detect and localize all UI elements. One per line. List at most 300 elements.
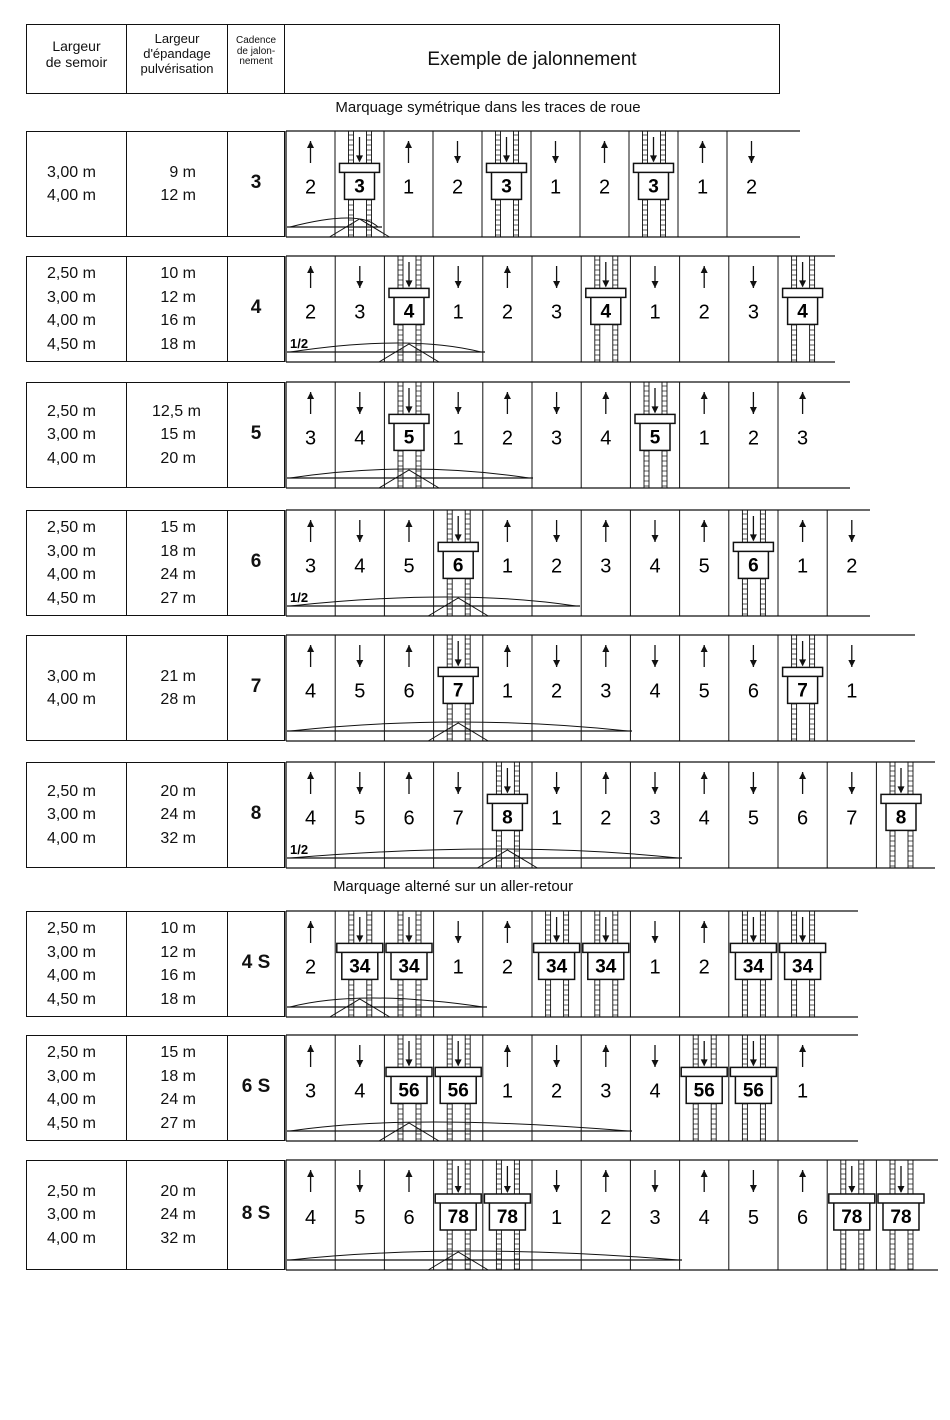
spread-widths xyxy=(152,780,196,851)
arrow-head xyxy=(848,1186,855,1193)
tractor-cab xyxy=(389,288,429,297)
lane-number: 2 xyxy=(698,301,710,324)
seeder-width-value: 2,50 m xyxy=(47,782,96,800)
spread-width-value: 32 m xyxy=(160,829,196,847)
seeder-width-value: 2,50 m xyxy=(47,1182,96,1200)
lane-number: 2 xyxy=(600,1207,612,1229)
lane-number: 3 xyxy=(305,1080,317,1103)
arrow-head xyxy=(307,772,314,779)
spray-pattern xyxy=(290,597,576,606)
lane-number: 1 xyxy=(452,956,464,979)
lane-number: 2 xyxy=(745,176,758,199)
arrow-head xyxy=(701,520,708,527)
arrow-head xyxy=(799,772,806,779)
tractor-cab xyxy=(340,163,380,172)
spread-widths xyxy=(152,516,196,610)
arrow-head xyxy=(750,1059,757,1066)
seeder-width-value: 4,50 m xyxy=(47,589,96,607)
spread-width-value: 12,5 m xyxy=(152,402,201,420)
spray-nozzles xyxy=(379,1123,439,1141)
lane-number: 1 xyxy=(452,301,464,324)
tractor-cab xyxy=(635,414,675,423)
tramline-number: 78 xyxy=(447,1207,469,1228)
tramline-number: 34 xyxy=(595,956,617,978)
spread-width-value: 18 m xyxy=(160,1067,196,1085)
arrow-head xyxy=(307,1045,314,1052)
cadence-value: 3 xyxy=(250,172,262,193)
lane-number: 5 xyxy=(747,1207,759,1229)
seeder-width-value: 3,00 m xyxy=(47,542,96,560)
spread-width-value: 12 m xyxy=(160,288,196,306)
arrow-head xyxy=(602,280,609,287)
lane-number: 1 xyxy=(452,427,464,450)
tramline-number: 4 xyxy=(600,301,612,323)
seeder-width-value: 4,00 m xyxy=(47,312,96,329)
tramline-number: 5 xyxy=(649,427,661,449)
arrow-head xyxy=(406,772,413,779)
tractor-cab xyxy=(583,943,629,952)
seeder-width-value: 3,00 m xyxy=(47,426,96,444)
lane-number: 3 xyxy=(305,555,317,578)
tramline-number: 56 xyxy=(447,1080,469,1102)
lane-number: 4 xyxy=(354,555,366,578)
arrow-head xyxy=(799,935,806,942)
seeder-width-value: 4,00 m xyxy=(47,691,96,708)
lane-number: 5 xyxy=(354,807,366,830)
seeder-width-value: 3,00 m xyxy=(47,163,96,181)
spread-width-value: 32 m xyxy=(160,1229,196,1247)
arrow-head xyxy=(602,935,609,942)
cadence-value: 4 S xyxy=(241,952,271,973)
seeder-width-value: 3,00 m xyxy=(47,667,96,685)
seeder-widths xyxy=(47,1041,96,1135)
lane-number: 6 xyxy=(403,807,415,830)
lane-number: 2 xyxy=(598,176,611,199)
tractor-cab xyxy=(681,1067,727,1076)
seeder-width-value: 4,00 m xyxy=(47,1091,96,1108)
arrow-head xyxy=(750,534,757,541)
arrow-head xyxy=(307,520,314,527)
lane-number: 6 xyxy=(747,680,759,703)
tramline-diagram xyxy=(286,129,804,239)
spray-nozzles xyxy=(428,598,488,616)
arrow-head xyxy=(652,406,659,413)
seeder-width-value: 3,00 m xyxy=(47,1067,96,1085)
tramline-number: 78 xyxy=(890,1207,912,1228)
seeder-widths xyxy=(47,665,96,712)
lane-number: 4 xyxy=(305,680,317,703)
tractor-cab xyxy=(534,943,580,952)
lane-number: 5 xyxy=(698,680,710,703)
lane-number: 3 xyxy=(551,301,563,324)
tractor-cab xyxy=(878,1194,924,1203)
arrow-head xyxy=(553,787,560,794)
arrow-head xyxy=(602,392,609,399)
lane-number: 2 xyxy=(304,176,317,199)
arrow-head xyxy=(503,155,510,162)
arrow-head xyxy=(652,787,659,794)
lane-number: 2 xyxy=(551,1080,563,1103)
arrow-head xyxy=(799,1170,806,1177)
tramline-number: 78 xyxy=(496,1207,518,1228)
spread-widths xyxy=(152,262,196,356)
arrow-head xyxy=(748,156,755,163)
arrow-head xyxy=(504,520,511,527)
arrow-head xyxy=(455,936,462,943)
cadence-value: 8 S xyxy=(241,1203,271,1224)
arrow-head xyxy=(406,935,413,942)
lane-number: 2 xyxy=(451,176,464,199)
spread-widths xyxy=(152,1041,196,1135)
tramline-number: 34 xyxy=(792,956,814,978)
header-example-label: Exemple de jalonnement xyxy=(427,49,637,70)
arrow-head xyxy=(652,1060,659,1067)
spread-widths xyxy=(152,161,196,208)
arrow-head xyxy=(356,1060,363,1067)
tramline-diagram xyxy=(286,508,874,618)
arrow-head xyxy=(799,1045,806,1052)
lane-number: 3 xyxy=(600,555,612,578)
lane-number: 4 xyxy=(354,427,366,450)
tractor-cab xyxy=(730,1067,776,1076)
tramline-number: 56 xyxy=(742,1080,764,1102)
arrow-head xyxy=(406,1170,413,1177)
arrow-head xyxy=(652,281,659,288)
arrow-head xyxy=(553,660,560,667)
arrow-head xyxy=(750,935,757,942)
seeder-width-value: 2,50 m xyxy=(47,920,96,937)
seeder-width-value: 2,50 m xyxy=(47,402,96,420)
spray-pattern xyxy=(290,849,678,858)
cadence-value: 8 xyxy=(250,803,262,824)
lane-number: 1 xyxy=(549,176,562,199)
spread-width-value: 20 m xyxy=(160,782,196,800)
arrow-head xyxy=(553,535,560,542)
tramline-number: 6 xyxy=(748,555,759,577)
lane-number: 3 xyxy=(354,301,366,324)
arrow-head xyxy=(455,1059,462,1066)
arrow-head xyxy=(898,1186,905,1193)
arrow-head xyxy=(455,407,462,414)
lane-number: 2 xyxy=(501,427,513,450)
tramline-number: 4 xyxy=(797,301,808,323)
lane-number: 4 xyxy=(354,1080,366,1103)
tramline-number: 8 xyxy=(895,807,907,829)
arrow-head xyxy=(504,1186,511,1193)
arrow-head xyxy=(455,787,462,794)
arrow-head xyxy=(406,406,413,413)
seeder-width-value: 2,50 m xyxy=(47,265,96,282)
arrow-head xyxy=(504,1045,511,1052)
spray-nozzles xyxy=(379,344,439,362)
arrow-head xyxy=(552,156,559,163)
seeder-width-value: 4,00 m xyxy=(47,967,96,984)
arrow-head xyxy=(406,645,413,652)
seeder-width-value: 4,50 m xyxy=(47,990,96,1008)
cadence-value: 6 xyxy=(250,551,262,572)
arrow-head xyxy=(356,787,363,794)
spray-nozzles xyxy=(428,723,488,741)
arrow-head xyxy=(504,645,511,652)
seeder-width-value: 3,00 m xyxy=(47,806,96,824)
tractor-cab xyxy=(389,414,429,423)
seeder-widths xyxy=(47,917,96,1011)
arrow-head xyxy=(701,921,708,928)
arrow-head xyxy=(602,645,609,652)
lane-number: 2 xyxy=(305,301,317,324)
cadence-value: 5 xyxy=(250,423,262,444)
arrow-head xyxy=(602,1045,609,1052)
arrow-head xyxy=(601,141,608,148)
arrow-head xyxy=(455,281,462,288)
lane-number: 1 xyxy=(551,807,563,830)
lane-number: 4 xyxy=(600,427,612,450)
arrow-head xyxy=(652,535,659,542)
arrow-head xyxy=(356,935,363,942)
spread-width-value: 21 m xyxy=(160,667,196,685)
arrow-head xyxy=(455,1186,462,1193)
arrow-head xyxy=(701,1170,708,1177)
arrow-head xyxy=(750,660,757,667)
lane-number: 1 xyxy=(797,555,809,578)
spread-width-value: 12 m xyxy=(160,187,196,204)
tractor-cab xyxy=(337,943,383,952)
tractor-cab xyxy=(438,667,478,676)
tramline-number: 3 xyxy=(501,176,512,198)
arrow-head xyxy=(898,786,905,793)
header-seeder-label: Largeur de semoir xyxy=(45,38,108,71)
tramline-diagram xyxy=(286,254,839,364)
spread-width-value: 24 m xyxy=(160,806,196,824)
tramline-number: 8 xyxy=(502,807,513,829)
spread-width-value: 18 m xyxy=(160,335,196,353)
lane-number: 2 xyxy=(551,555,563,578)
arrow-head xyxy=(454,156,461,163)
spread-width-value: 10 m xyxy=(160,265,196,282)
header-cadence-label: Cadence de jalon- nement xyxy=(235,35,277,67)
spread-width-value: 27 m xyxy=(160,1114,196,1132)
spread-widths xyxy=(152,665,196,712)
lane-number: 4 xyxy=(649,1080,661,1103)
spray-nozzles xyxy=(330,219,390,237)
arrow-head xyxy=(650,155,657,162)
section-title-alternate: Marquage alterné sur un aller-retour xyxy=(332,878,574,895)
seeder-width-value: 4,00 m xyxy=(47,1229,96,1247)
lane-number: 5 xyxy=(698,555,710,578)
lane-number: 1 xyxy=(846,680,858,703)
arrow-head xyxy=(701,1059,708,1066)
arrow-head xyxy=(750,1185,757,1192)
tramline-number: 7 xyxy=(797,680,808,702)
seeder-widths xyxy=(47,262,96,356)
arrow-head xyxy=(455,659,462,666)
cadence-value: 6 S xyxy=(241,1076,271,1097)
spread-widths xyxy=(152,917,196,1011)
lane-number: 4 xyxy=(698,1207,710,1229)
cadence-value: 7 xyxy=(250,676,262,697)
spread-width-value: 16 m xyxy=(160,312,196,329)
lane-number: 2 xyxy=(600,807,612,830)
tramline-number: 3 xyxy=(354,176,365,198)
arrow-head xyxy=(307,921,314,928)
arrow-head xyxy=(652,936,659,943)
arrow-head xyxy=(602,1170,609,1177)
tractor-cab xyxy=(386,943,432,952)
arrow-head xyxy=(356,660,363,667)
arrow-head xyxy=(652,660,659,667)
arrow-head xyxy=(848,535,855,542)
seeder-width-value: 2,50 m xyxy=(47,1044,96,1061)
half-pass-label: 1/2 xyxy=(290,590,309,605)
lane-number: 5 xyxy=(403,555,415,578)
tramline-diagram xyxy=(286,909,862,1019)
tractor-cab xyxy=(730,943,776,952)
arrow-head xyxy=(504,392,511,399)
lane-number: 1 xyxy=(501,1080,513,1103)
lane-number: 2 xyxy=(551,680,563,703)
arrow-head xyxy=(799,659,806,666)
seeder-widths xyxy=(47,1180,96,1251)
lane-number: 1 xyxy=(501,680,513,703)
half-pass-label: 1/2 xyxy=(290,336,309,351)
arrow-head xyxy=(553,935,560,942)
lane-number: 3 xyxy=(305,427,317,450)
arrow-head xyxy=(356,281,363,288)
tramline-number: 34 xyxy=(398,956,420,978)
lane-number: 6 xyxy=(797,1207,809,1229)
spread-width-value: 9 m xyxy=(169,163,196,181)
arrow-head xyxy=(307,392,314,399)
arrow-head xyxy=(356,407,363,414)
tramline-number: 5 xyxy=(403,427,415,449)
lane-number: 4 xyxy=(649,680,661,703)
arrow-head xyxy=(799,520,806,527)
lane-number: 1 xyxy=(698,427,710,450)
arrow-head xyxy=(553,407,560,414)
arrow-head xyxy=(455,534,462,541)
spray-nozzles xyxy=(428,1252,488,1270)
lane-number: 1 xyxy=(696,176,709,199)
lane-number: 2 xyxy=(846,555,858,578)
seeder-width-value: 3,00 m xyxy=(47,288,96,306)
arrow-head xyxy=(406,520,413,527)
spread-width-value: 18 m xyxy=(160,990,196,1008)
lane-number: 6 xyxy=(403,680,415,703)
lane-number: 3 xyxy=(649,1207,661,1229)
arrow-head xyxy=(699,141,706,148)
lane-number: 5 xyxy=(354,1207,366,1229)
arrow-head xyxy=(553,281,560,288)
seeder-width-value: 4,00 m xyxy=(47,187,96,204)
lane-number: 2 xyxy=(501,956,513,979)
seeder-width-value: 3,00 m xyxy=(47,943,96,961)
seeder-widths xyxy=(47,161,96,208)
tramline-number: 34 xyxy=(742,956,764,978)
tramline-number: 3 xyxy=(648,176,659,198)
arrow-head xyxy=(701,392,708,399)
tractor-cab xyxy=(438,542,478,551)
tractor-cab xyxy=(881,794,921,803)
spread-width-value: 20 m xyxy=(160,1182,196,1200)
tractor-cab xyxy=(733,542,773,551)
spread-width-value: 27 m xyxy=(160,589,196,607)
arrow-head xyxy=(307,141,314,148)
tractor-cab xyxy=(484,1194,530,1203)
spray-nozzles xyxy=(330,999,390,1017)
tractor-cab xyxy=(435,1194,481,1203)
spread-width-value: 20 m xyxy=(160,449,196,467)
seeder-width-value: 4,50 m xyxy=(47,335,96,353)
spread-widths xyxy=(152,400,201,471)
tramline-diagram xyxy=(286,380,854,490)
tractor-cab xyxy=(783,667,823,676)
spread-width-value: 28 m xyxy=(160,691,196,708)
arrow-head xyxy=(504,921,511,928)
spread-width-value: 10 m xyxy=(160,920,196,937)
tractor-cab xyxy=(586,288,626,297)
tramline-diagram xyxy=(286,1158,942,1272)
arrow-head xyxy=(356,155,363,162)
arrow-head xyxy=(406,1059,413,1066)
spray-nozzles xyxy=(379,470,439,488)
lane-number: 3 xyxy=(747,301,759,324)
arrow-head xyxy=(799,280,806,287)
arrow-head xyxy=(406,280,413,287)
tractor-cab xyxy=(829,1194,875,1203)
arrow-head xyxy=(405,141,412,148)
spread-width-value: 16 m xyxy=(160,967,196,984)
tractor-cab xyxy=(487,163,527,172)
arrow-head xyxy=(356,535,363,542)
arrow-head xyxy=(307,266,314,273)
spread-width-value: 18 m xyxy=(160,542,196,560)
spray-pattern xyxy=(290,998,483,1007)
lane-number: 6 xyxy=(797,807,809,830)
arrow-head xyxy=(799,392,806,399)
tramline-number: 4 xyxy=(403,301,415,323)
tractor-cab xyxy=(783,288,823,297)
spread-widths xyxy=(152,1180,196,1251)
half-pass-label: 1/2 xyxy=(290,842,309,857)
seeder-width-value: 4,00 m xyxy=(47,829,96,847)
lane-number: 3 xyxy=(600,680,612,703)
spread-width-value: 15 m xyxy=(160,1044,196,1061)
lane-number: 3 xyxy=(797,427,809,450)
tramline-number: 6 xyxy=(452,555,464,577)
lane-number: 2 xyxy=(747,427,759,450)
lane-number: 4 xyxy=(305,1207,317,1229)
spray-pattern xyxy=(290,1251,678,1260)
lane-number: 2 xyxy=(501,301,513,324)
tractor-cab xyxy=(487,794,527,803)
lane-number: 5 xyxy=(747,807,759,830)
lane-number: 4 xyxy=(305,807,317,830)
seeder-widths xyxy=(47,400,96,471)
tramline-diagram xyxy=(286,1033,862,1143)
arrow-head xyxy=(307,1170,314,1177)
header-spread-label: Largeur d'épandage pulvérisation xyxy=(140,31,214,76)
spread-width-value: 15 m xyxy=(160,426,196,444)
tramline-number: 7 xyxy=(452,680,464,702)
tramline-number: 56 xyxy=(398,1080,420,1102)
seeder-width-value: 4,00 m xyxy=(47,449,96,467)
lane-number: 1 xyxy=(649,301,661,324)
tramline-number: 56 xyxy=(693,1080,715,1102)
lane-number: 6 xyxy=(403,1207,415,1229)
spread-width-value: 24 m xyxy=(160,1091,196,1108)
tramline-number: 34 xyxy=(349,956,371,978)
arrow-head xyxy=(553,1185,560,1192)
